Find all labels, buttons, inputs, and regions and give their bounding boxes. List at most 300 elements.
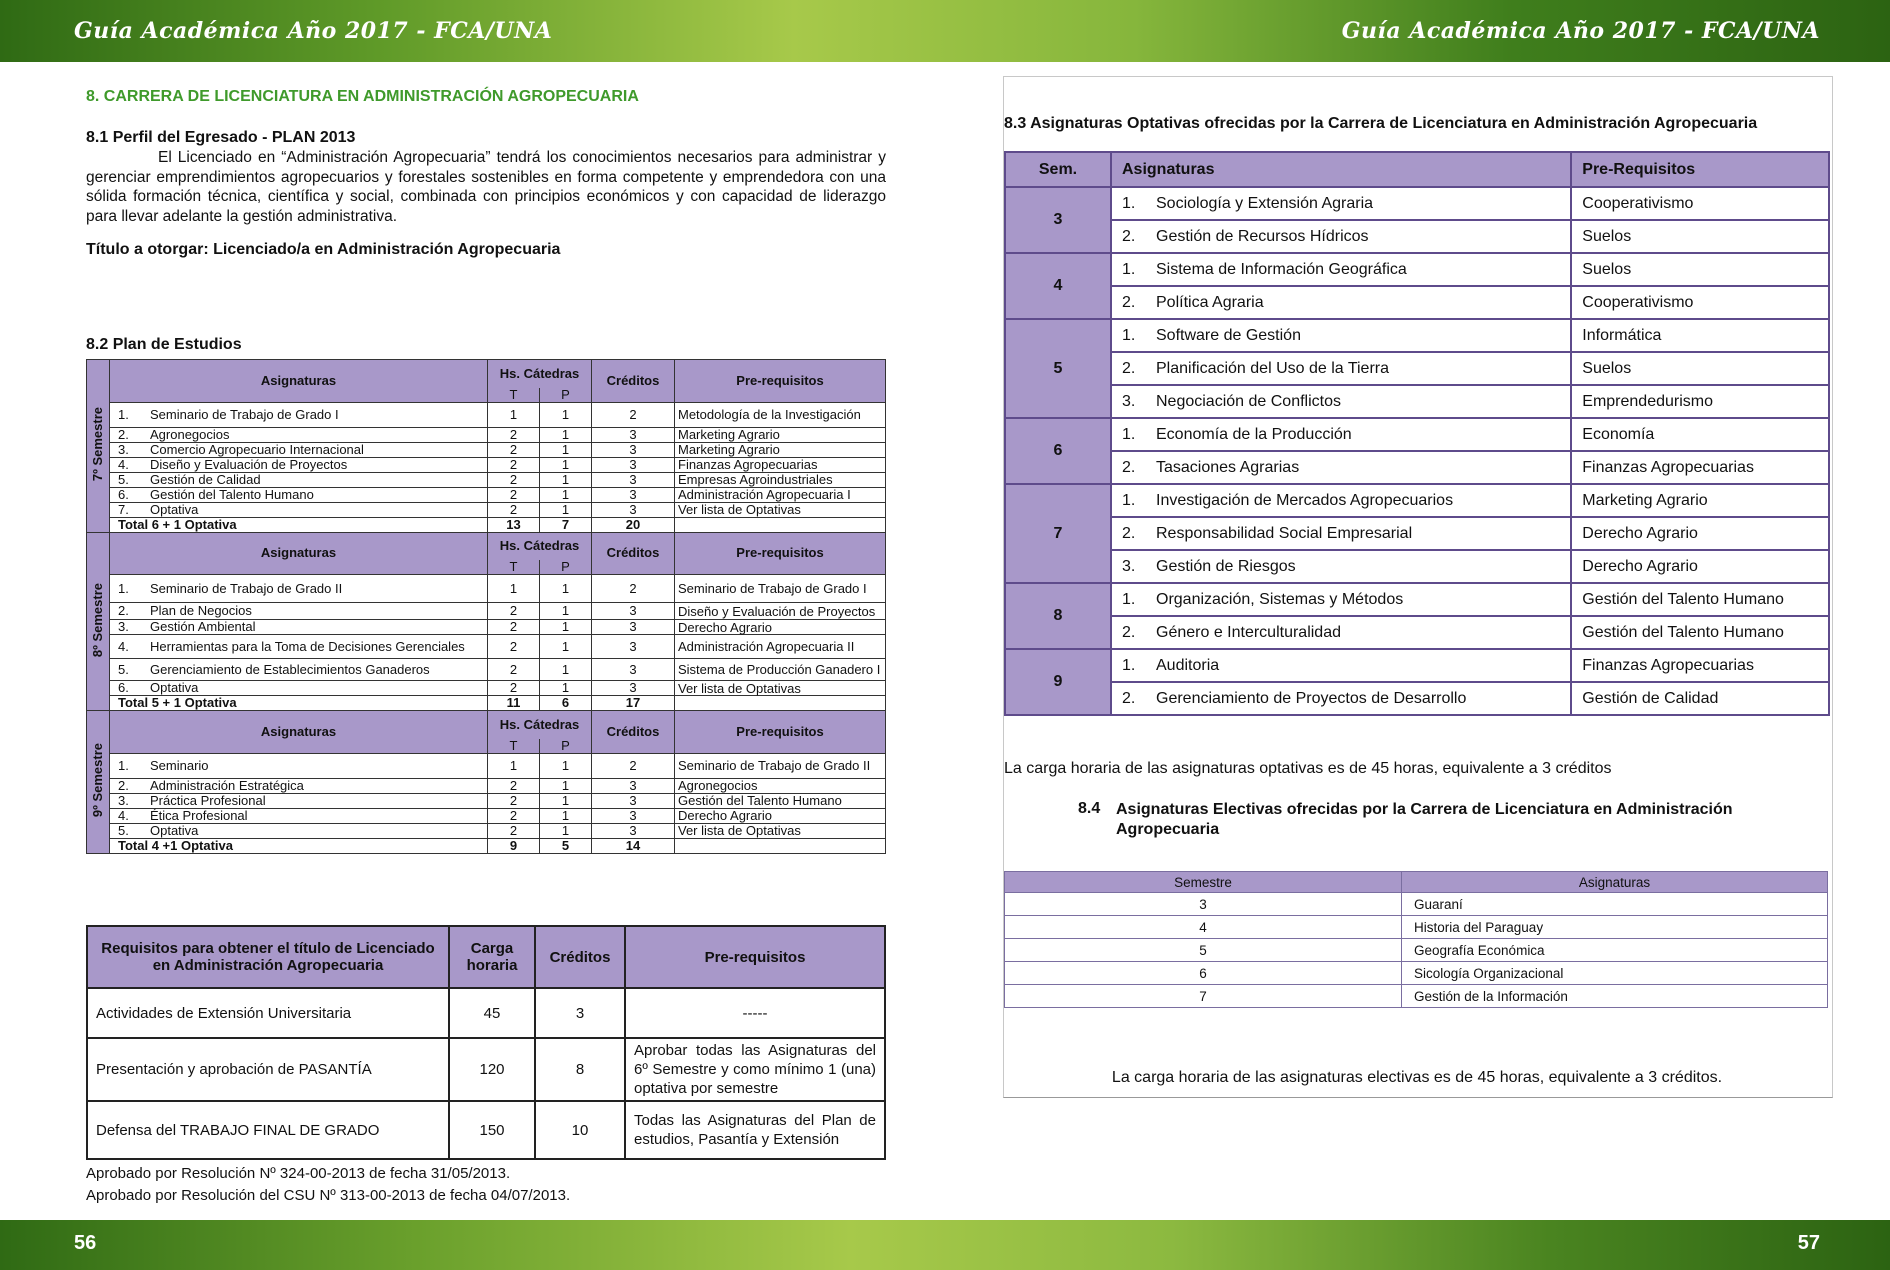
credits: 3 [592,442,675,457]
titulo-otorgar: Título a otorgar: Licenciado/a en Administración Agropecuaria [86,241,561,258]
hours-t: 2 [488,793,540,808]
opt-semester: 7 [1005,484,1111,583]
page-number-right: 57 [1797,1232,1820,1254]
plan-header-prereq: Pre-requisitos [675,711,886,754]
row-number: 6. [110,487,148,502]
elec-row [1005,962,1828,985]
opt-prereq: Suelos [1571,352,1829,385]
opt-subject: Género e Interculturalidad [1146,616,1571,649]
opt-row [1005,583,1829,616]
optativas-title: 8.3 Asignaturas Optativas ofrecidas por la Carrera de Licenciatura en Administración Agropecuaria [1004,115,1758,132]
opt-subject: Gerenciamiento de Proyectos de Desarrollo [1146,682,1571,715]
elec-subject: Gestión de la Información [1402,985,1828,1008]
subject-name: Seminario de Trabajo de Grado II [147,575,488,603]
row-number: 5. [110,659,148,681]
total-p: 5 [540,838,592,853]
opt-prereq: Gestión del Talento Humano [1571,583,1829,616]
semester-label [87,711,110,854]
prerequisite: Agronegocios [675,778,886,793]
semester-label-text: 8º Semestre [90,582,105,657]
opt-row-number: 1. [1111,418,1146,451]
opt-row [1005,517,1829,550]
optativas-table [1004,151,1830,716]
hours-p: 1 [540,487,592,502]
opt-row [1005,286,1829,319]
prerequisite: Sistema de Producción Ganadero I [675,659,886,681]
hours-t: 2 [488,620,540,635]
footer-banner [0,1220,1890,1270]
opt-row [1005,385,1829,418]
total-p: 6 [540,696,592,711]
elec-row [1005,985,1828,1008]
plan-row [87,778,886,793]
row-number: 6. [110,681,148,696]
opt-prereq: Derecho Agrario [1571,550,1829,583]
elec-semester: 5 [1005,939,1402,962]
elec-subject: Guaraní [1402,893,1828,916]
subject-name: Seminario de Trabajo de Grado I [147,402,488,427]
resolution-1: Aprobado por Resolución Nº 324-00-2013 de fecha 31/05/2013. [86,1165,511,1182]
opt-subject: Negociación de Conflictos [1146,385,1571,418]
req-row-name: Actividades de Extensión Universitaria [87,988,449,1038]
opt-header-asignaturas: Asignaturas [1111,152,1571,187]
hours-t: 2 [488,778,540,793]
opt-row-number: 2. [1111,352,1146,385]
opt-subject: Economía de la Producción [1146,418,1571,451]
section-title: 8. CARRERA DE LICENCIATURA EN ADMINISTRACIÓN AGROPECUARIA [86,88,639,105]
hours-p: 1 [540,659,592,681]
subject-name: Gestión del Talento Humano [147,487,488,502]
plan-total-row [87,838,886,853]
plan-row [87,659,886,681]
hours-p: 1 [540,808,592,823]
plan-row [87,487,886,502]
hours-p: 1 [540,472,592,487]
opt-prereq: Finanzas Agropecuarias [1571,451,1829,484]
semester-label-text: 9º Semestre [90,743,105,818]
opt-semester: 9 [1005,649,1111,715]
plan-row [87,620,886,635]
elec-row [1005,893,1828,916]
credits: 3 [592,778,675,793]
opt-semester: 6 [1005,418,1111,484]
hours-t: 2 [488,823,540,838]
elec-semester: 4 [1005,916,1402,939]
row-number: 4. [110,635,148,659]
opt-row-number: 3. [1111,385,1146,418]
hours-p: 1 [540,681,592,696]
subject-name: Ética Profesional [147,808,488,823]
opt-row-number: 2. [1111,286,1146,319]
prerequisite: Gestión del Talento Humano [675,793,886,808]
hours-p: 1 [540,603,592,620]
row-number: 4. [110,808,148,823]
elec-semester: 7 [1005,985,1402,1008]
row-number: 3. [110,793,148,808]
hours-p: 1 [540,402,592,427]
optativas-note: La carga horaria de las asignaturas optativas es de 45 horas, equivalente a 3 créditos [1004,760,1612,777]
hours-t: 2 [488,681,540,696]
hours-t: 2 [488,457,540,472]
opt-subject: Sistema de Información Geográfica [1146,253,1571,286]
elec-subject: Historia del Paraguay [1402,916,1828,939]
opt-row [1005,253,1829,286]
opt-row [1005,550,1829,583]
opt-prereq: Gestión de Calidad [1571,682,1829,715]
opt-prereq: Derecho Agrario [1571,517,1829,550]
opt-row [1005,352,1829,385]
semester-label [87,360,110,533]
opt-prereq: Cooperativismo [1571,286,1829,319]
plan-row [87,575,886,603]
opt-row-number: 2. [1111,220,1146,253]
opt-subject: Sociología y Extensión Agraria [1146,187,1571,220]
plan-header-asignaturas: Asignaturas [110,360,488,403]
plan-header-creditos: Créditos [592,711,675,754]
opt-prereq: Marketing Agrario [1571,484,1829,517]
opt-semester: 4 [1005,253,1111,319]
credits: 3 [592,502,675,517]
requisitos-section [86,925,886,1160]
opt-row [1005,682,1829,715]
credits: 3 [592,823,675,838]
opt-semester: 3 [1005,187,1111,253]
plan-header-t: T [488,388,540,403]
req-row-cred: 8 [535,1038,625,1101]
credits: 3 [592,793,675,808]
subject-name: Práctica Profesional [147,793,488,808]
subject-name: Seminario [147,753,488,778]
perfil-text: El Licenciado en “Administración Agropecuaria” tendrá los conocimientos necesarios para administrar y gerenciar emprendimientos agropecuarios y forestales sostenibles en forma competente y emprendedora con una sólida formación técnica, científica y social, combinada con principios económicos y con capacidad de liderazgo para llevar adelante la gestión administrativa. [86,149,886,225]
opt-prereq: Finanzas Agropecuarias [1571,649,1829,682]
credits: 3 [592,635,675,659]
hours-t: 2 [488,487,540,502]
subject-name: Plan de Negocios [147,603,488,620]
opt-subject: Tasaciones Agrarias [1146,451,1571,484]
plan-header-p: P [540,388,592,403]
row-number: 1. [110,402,148,427]
opt-row-number: 1. [1111,649,1146,682]
subject-name: Gestión de Calidad [147,472,488,487]
opt-row-number: 2. [1111,616,1146,649]
plan-header-t: T [488,739,540,754]
plan-row [87,823,886,838]
opt-row [1005,616,1829,649]
subject-name: Optativa [147,681,488,696]
plan-row [87,753,886,778]
opt-subject: Gestión de Recursos Hídricos [1146,220,1571,253]
hours-t: 1 [488,402,540,427]
credits: 3 [592,427,675,442]
opt-row [1005,220,1829,253]
plan-row [87,603,886,620]
credits: 2 [592,753,675,778]
total-label: Total 5 + 1 Optativa [110,696,488,711]
credits: 3 [592,681,675,696]
subject-name: Gerenciamiento de Establecimientos Ganaderos [147,659,488,681]
prerequisite: Administración Agropecuaria I [675,487,886,502]
opt-prereq: Emprendedurismo [1571,385,1829,418]
header-title-left: Guía Académica Año 2017 - FCA/UNA [74,18,553,44]
req-row-name: Defensa del TRABAJO FINAL DE GRADO [87,1101,449,1159]
electivas-number: 8.4 [1078,800,1101,817]
req-header-prereq: Pre-requisitos [625,926,885,988]
req-row-carga: 45 [449,988,535,1038]
elec-semester: 3 [1005,893,1402,916]
hours-t: 2 [488,603,540,620]
header-title-right: Guía Académica Año 2017 - FCA/UNA [1341,18,1820,44]
plan-header-asignaturas: Asignaturas [110,711,488,754]
opt-subject: Política Agraria [1146,286,1571,319]
opt-row-number: 2. [1111,682,1146,715]
elec-subject: Sicología Organizacional [1402,962,1828,985]
opt-row-number: 1. [1111,484,1146,517]
plan-row [87,442,886,457]
total-credits: 17 [592,696,675,711]
electivas-note: La carga horaria de las asignaturas electivas es de 45 horas, equivalente a 3 créditos. [1111,1069,1723,1086]
prerequisite: Marketing Agrario [675,442,886,457]
total-blank [675,517,886,532]
total-blank [675,696,886,711]
opt-row-number: 1. [1111,187,1146,220]
elec-semester: 6 [1005,962,1402,985]
prerequisite: Administración Agropecuaria II [675,635,886,659]
subject-name: Gestión Ambiental [147,620,488,635]
plan-header-hs: Hs. Cátedras [488,360,592,388]
total-t: 13 [488,517,540,532]
elec-row [1005,916,1828,939]
subject-name: Diseño y Evaluación de Proyectos [147,457,488,472]
opt-row [1005,484,1829,517]
electivas-table [1004,871,1828,1008]
plan-row [87,681,886,696]
hours-t: 1 [488,753,540,778]
total-blank [675,838,886,853]
elec-row [1005,939,1828,962]
semester-label-text: 7º Semestre [90,407,105,482]
subject-name: Optativa [147,823,488,838]
opt-subject: Investigación de Mercados Agropecuarios [1146,484,1571,517]
opt-subject: Software de Gestión [1146,319,1571,352]
plan-de-estudios [86,359,886,854]
subject-name: Agronegocios [147,427,488,442]
opt-row [1005,187,1829,220]
plan-header-creditos: Créditos [592,360,675,403]
prerequisite: Ver lista de Optativas [675,823,886,838]
row-number: 3. [110,620,148,635]
page-number-left: 56 [74,1232,97,1254]
total-t: 11 [488,696,540,711]
plan-header-prereq: Pre-requisitos [675,532,886,575]
hours-t: 2 [488,808,540,823]
total-t: 9 [488,838,540,853]
plan-total-row [87,696,886,711]
perfil-title: 8.1 Perfil del Egresado - PLAN 2013 [86,129,356,146]
opt-prereq: Informática [1571,319,1829,352]
req-row-pre: Aprobar todas las Asignaturas del 6º Semestre y como mínimo 1 (una) optativa por semestre [625,1038,885,1101]
opt-subject: Gestión de Riesgos [1146,550,1571,583]
hours-p: 1 [540,778,592,793]
requisitos-table [86,925,886,1160]
plan-row [87,427,886,442]
hours-p: 1 [540,427,592,442]
plan-row [87,635,886,659]
row-number: 7. [110,502,148,517]
opt-prereq: Gestión del Talento Humano [1571,616,1829,649]
credits: 3 [592,472,675,487]
opt-prereq: Suelos [1571,220,1829,253]
prerequisite: Metodología de la Investigación [675,402,886,427]
electivas-section [1004,871,1828,1008]
opt-row-number: 2. [1111,517,1146,550]
hours-p: 1 [540,793,592,808]
row-number: 2. [110,427,148,442]
credits: 3 [592,808,675,823]
plan-total-row [87,517,886,532]
opt-row-number: 1. [1111,319,1146,352]
prerequisite: Derecho Agrario [675,808,886,823]
subject-name: Optativa [147,502,488,517]
req-row-pre: ----- [625,988,885,1038]
total-p: 7 [540,517,592,532]
plan-header-p: P [540,560,592,575]
row-number: 2. [110,603,148,620]
prerequisite: Finanzas Agropecuarias [675,457,886,472]
req-header-carga: Carga horaria [449,926,535,988]
opt-row-number: 1. [1111,583,1146,616]
opt-subject: Responsabilidad Social Empresarial [1146,517,1571,550]
total-label: Total 4 +1 Optativa [110,838,488,853]
plan-row [87,402,886,427]
hours-p: 1 [540,620,592,635]
header-banner [0,0,1890,62]
credits: 3 [592,487,675,502]
semester-label [87,532,110,711]
opt-row [1005,418,1829,451]
row-number: 5. [110,823,148,838]
plan-row [87,793,886,808]
opt-prereq: Suelos [1571,253,1829,286]
credits: 2 [592,575,675,603]
prerequisite: Seminario de Trabajo de Grado II [675,753,886,778]
row-number: 3. [110,442,148,457]
total-credits: 14 [592,838,675,853]
opt-row [1005,451,1829,484]
row-number: 4. [110,457,148,472]
plan-table [86,359,886,854]
plan-row [87,457,886,472]
total-label: Total 6 + 1 Optativa [110,517,488,532]
plan-header-p: P [540,739,592,754]
hours-t: 2 [488,442,540,457]
row-number: 2. [110,778,148,793]
req-row-carga: 150 [449,1101,535,1159]
hours-p: 1 [540,753,592,778]
credits: 3 [592,603,675,620]
hours-t: 2 [488,427,540,442]
total-credits: 20 [592,517,675,532]
hours-p: 1 [540,635,592,659]
row-number: 1. [110,753,148,778]
opt-header-prereq: Pre-Requisitos [1571,152,1829,187]
opt-header-sem: Sem. [1005,152,1111,187]
credits: 3 [592,620,675,635]
opt-row [1005,649,1829,682]
credits: 3 [592,457,675,472]
plan-header-hs: Hs. Cátedras [488,711,592,739]
opt-row-number: 1. [1111,253,1146,286]
req-row-carga: 120 [449,1038,535,1101]
plan-header-t: T [488,560,540,575]
hours-t: 1 [488,575,540,603]
hours-t: 2 [488,635,540,659]
hours-p: 1 [540,457,592,472]
plan-header-asignaturas: Asignaturas [110,532,488,575]
plan-header-hs: Hs. Cátedras [488,532,592,560]
credits: 3 [592,659,675,681]
plan-header-prereq: Pre-requisitos [675,360,886,403]
hours-t: 2 [488,472,540,487]
req-header-creditos: Créditos [535,926,625,988]
prerequisite: Empresas Agroindustriales [675,472,886,487]
plan-header-creditos: Créditos [592,532,675,575]
hours-t: 2 [488,659,540,681]
opt-row [1005,319,1829,352]
prerequisite: Marketing Agrario [675,427,886,442]
elec-header-semestre: Semestre [1005,872,1402,893]
opt-subject: Organización, Sistemas y Métodos [1146,583,1571,616]
subject-name: Herramientas para la Toma de Decisiones Gerenciales [147,635,488,659]
req-row-pre: Todas las Asignaturas del Plan de estudios, Pasantía y Extensión [625,1101,885,1159]
prerequisite: Ver lista de Optativas [675,681,886,696]
hours-p: 1 [540,502,592,517]
opt-prereq: Cooperativismo [1571,187,1829,220]
hours-p: 1 [540,823,592,838]
subject-name: Comercio Agropecuario Internacional [147,442,488,457]
req-header-title: Requisitos para obtener el título de Licenciado en Administración Agropecuaria [87,926,449,988]
plan-row [87,808,886,823]
optativas-section [1004,151,1830,716]
req-row-cred: 10 [535,1101,625,1159]
prerequisite: Ver lista de Optativas [675,502,886,517]
req-row-name: Presentación y aprobación de PASANTÍA [87,1038,449,1101]
plan-row [87,472,886,487]
opt-semester: 5 [1005,319,1111,418]
hours-p: 1 [540,442,592,457]
row-number: 1. [110,575,148,603]
row-number: 5. [110,472,148,487]
prerequisite: Seminario de Trabajo de Grado I [675,575,886,603]
plan-title: 8.2 Plan de Estudios [86,336,242,353]
opt-row-number: 3. [1111,550,1146,583]
elec-subject: Geografía Económica [1402,939,1828,962]
credits: 2 [592,402,675,427]
subject-name: Administración Estratégica [147,778,488,793]
opt-subject: Planificación del Uso de la Tierra [1146,352,1571,385]
hours-p: 1 [540,575,592,603]
electivas-title: Asignaturas Electivas ofrecidas por la Carrera de Licenciatura en Administración Agropecuaria [1116,801,1733,838]
opt-subject: Auditoria [1146,649,1571,682]
elec-header-asignaturas: Asignaturas [1402,872,1828,893]
req-row-cred: 3 [535,988,625,1038]
resolution-2: Aprobado por Resolución del CSU Nº 313-00-2013 de fecha 04/07/2013. [86,1187,571,1204]
prerequisite: Diseño y Evaluación de Proyectos [675,603,886,620]
opt-row-number: 2. [1111,451,1146,484]
opt-semester: 8 [1005,583,1111,649]
prerequisite: Derecho Agrario [675,620,886,635]
plan-row [87,502,886,517]
hours-t: 2 [488,502,540,517]
